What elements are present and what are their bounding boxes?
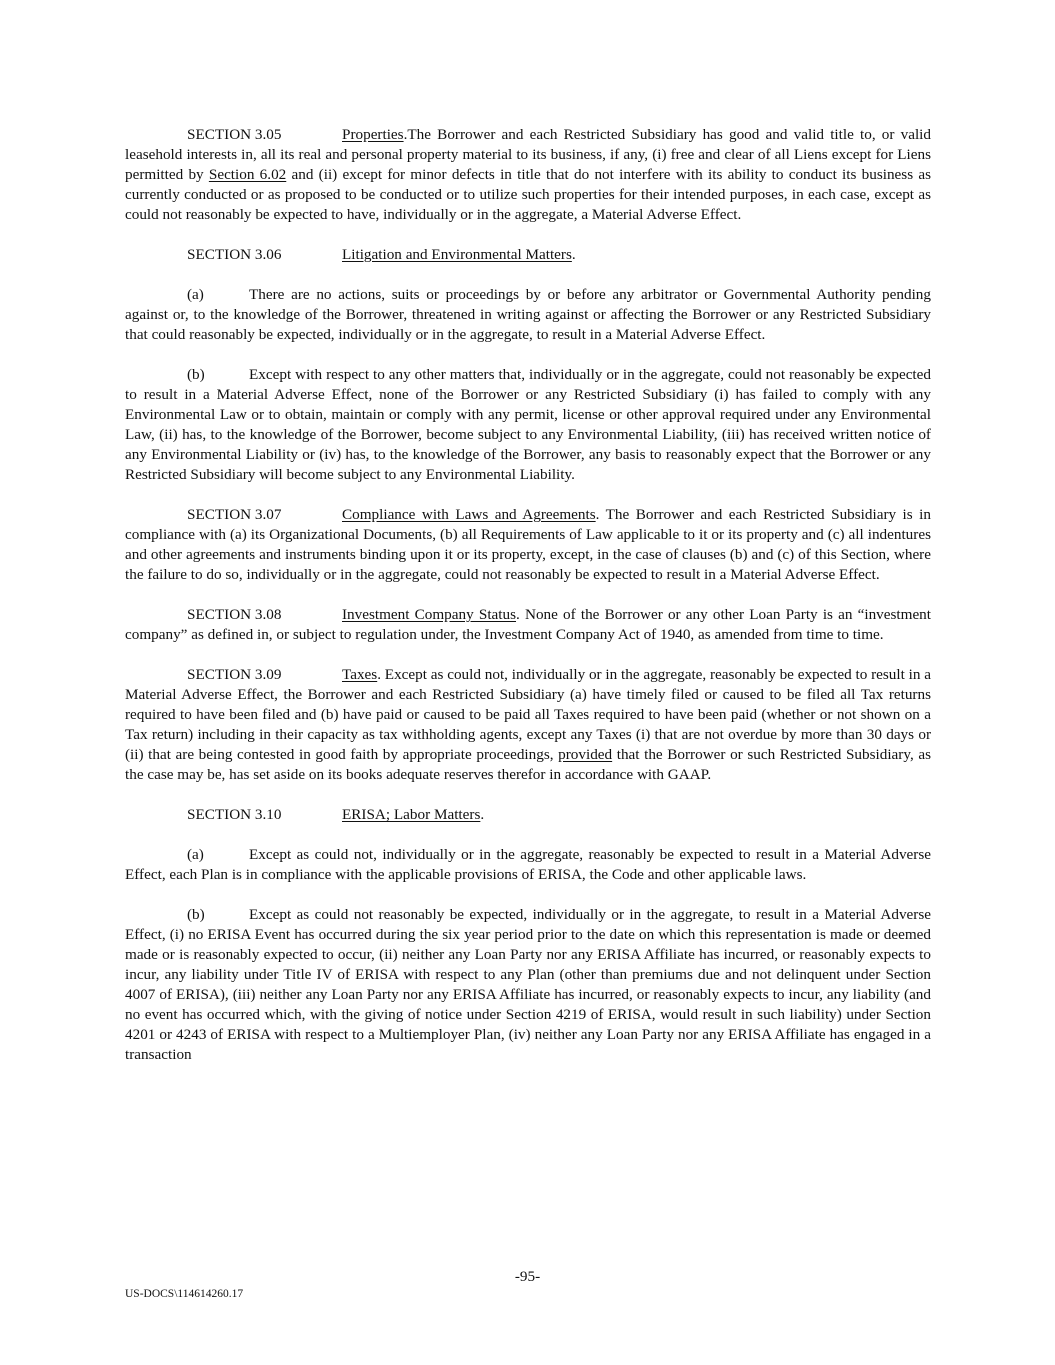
paragraph [125, 845, 931, 885]
section-heading: Taxes [342, 666, 378, 683]
paragraph-text: . None of the Borrower or any other Loan Party is an “investment company” as defined in, or subject to regulation under, the Investment Company Act of 1940, as amended from time to time. [125, 606, 931, 643]
section-number: SECTION 3.06 [187, 246, 282, 263]
paragraph-text: . [571, 246, 576, 263]
paragraph-text: . The Borrower and each Restricted Subsidiary is in compliance with (a) its Organizational Documents, (b) all Requirements of Law applicable to it or its property and (c) all indentures and other agreements and instruments binding upon it or its property, except, in the case of clauses (b) and (c) of this Section, where the failure to do so, individually or in the aggregate, could not reasonably be expected to result in a Material Adverse Effect. [125, 506, 931, 583]
section-heading: ERISA; Labor Matters [342, 806, 481, 823]
section-number: SECTION 3.05 [187, 126, 282, 143]
clause-label: (a) [187, 286, 204, 303]
section-number: SECTION 3.09 [187, 666, 282, 683]
section-heading: Litigation and Environmental Matters [342, 246, 572, 263]
section-number: SECTION 3.08 [187, 606, 282, 623]
paragraph-text: that the Borrower or such Restricted Subsidiary, as the case may be, has set aside on its books adequate reserves therefor in accordance with GAAP. [125, 746, 931, 783]
clause-label: (b) [187, 366, 205, 383]
section-number: SECTION 3.07 [187, 506, 282, 523]
paragraph-text: There are no actions, suits or proceedings by or before any arbitrator or Governmental Authority pending against or, to the knowledge of the Borrower, threatened in writing against or affecting the Borrower or any Restricted Subsidiary that could reasonably be expected, individually or in the aggregate, to result in a Material Adverse Effect. [125, 286, 931, 343]
paragraph-text: Except as could not, individually or in the aggregate, reasonably be expected to result in a Material Adverse Effect, each Plan is in compliance with the applicable provisions of ERISA, the Code and other applicable laws. [125, 846, 931, 883]
underlined-term: Section 6.02 [208, 166, 287, 183]
paragraph-text: and (ii) except for minor defects in title that do not interfere with its ability to conduct its business as currently conducted or as proposed to be conducted or to utilize such properties for their intended purposes, in each case, except as could not reasonably be expected to have, individually or in the aggregate, a Material Adverse Effect. [125, 166, 931, 223]
page-number: -95- [514, 1268, 541, 1285]
paragraph [125, 245, 931, 265]
paragraph [125, 365, 931, 485]
paragraph [125, 125, 931, 225]
document-body [125, 125, 931, 1085]
paragraph-text: Except with respect to any other matters that, individually or in the aggregate, could not reasonably be expected to result in a Material Adverse Effect, none of the Borrower or any Restricted Subsidiary (i) has failed to comply with any Environmental Law or to obtain, maintain or comply with any permit, license or other approval required under any Environmental Law, (ii) has, to the knowledge of the Borrower, become subject to any Environmental Liability, (iii) has received written notice of any Environmental Liability or (iv) has, to the knowledge of the Borrower, any basis to reasonably expect that the Borrower or any Restricted Subsidiary will become subject to any Environmental Liability. [125, 366, 931, 483]
paragraph-text: .The Borrower and each Restricted Subsidiary has good and valid title to, or valid leasehold interests in, all its real and personal property material to its business, if any, (i) free and clear of all Liens except for Liens permitted by [125, 126, 931, 183]
paragraph-text: . Except as could not, individually or in the aggregate, reasonably be expected to result in a Material Adverse Effect, the Borrower and each Restricted Subsidiary (a) have timely filed or caused to be filed all Tax returns required to have been filed and (b) have paid or caused to be paid all Taxes required to have been paid (whether or not shown on a Tax return) including in their capacity as tax withholding agents, except any Taxes (i) that are not overdue by more than 30 days or (ii) that are being contested in good faith by appropriate proceedings, [125, 666, 931, 763]
section-number: SECTION 3.10 [187, 806, 282, 823]
section-heading: Properties [342, 126, 404, 143]
paragraph [125, 505, 931, 585]
clause-label: (a) [187, 846, 204, 863]
paragraph-text: . [480, 806, 485, 823]
paragraph [125, 665, 931, 785]
paragraph [125, 285, 931, 345]
paragraph-text: Except as could not reasonably be expected, individually or in the aggregate, to result in a Material Adverse Effect, (i) no ERISA Event has occurred during the six year period prior to the date on which this representation is made or deemed made or is reasonably expected to occur, (ii) neither any Loan Party nor any ERISA Affiliate has incurred, or reasonably expects to incur, any liability under Title IV of ERISA with respect to any Plan (other than premiums due and not delinquent under Section 4007 of ERISA), (iii) neither any Loan Party nor any ERISA Affiliate has incurred, or reasonably expects to incur, any liability (and no event has occurred which, with the giving of notice under Section 4219 of ERISA, would result in such liability) under Section 4201 or 4243 of ERISA with respect to a Multiemployer Plan, (iv) neither any Loan Party nor any ERISA Affiliate has engaged in a transaction [125, 906, 931, 1063]
paragraph [125, 605, 931, 645]
section-heading: Investment Company Status [342, 606, 517, 623]
paragraph [125, 905, 931, 1065]
paragraph [125, 805, 931, 825]
section-heading: Compliance with Laws and Agreements [342, 506, 596, 523]
underlined-term: provided [558, 746, 613, 763]
clause-label: (b) [187, 906, 205, 923]
document-id: US-DOCS\114614260.17 [125, 1288, 244, 1300]
